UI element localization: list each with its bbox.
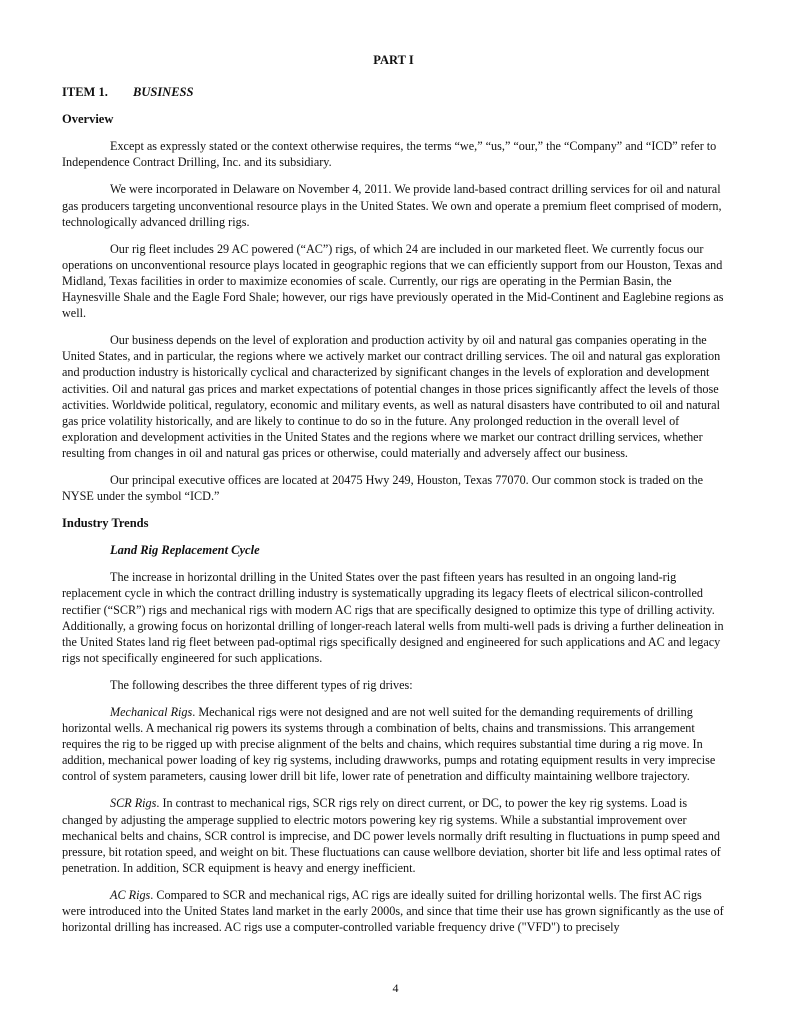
overview-heading: Overview xyxy=(62,112,114,127)
overview-paragraph-incorporation: We were incorporated in Delaware on November 4, 2011. We provide land-based contract drilling services for oil and natural gas producers targeting unconventional resource plays in the United States. We own and operate a premium fleet comprised of modern, technologically advanced drilling rigs. xyxy=(62,182,722,229)
rig-type-ac-lead: AC Rigs xyxy=(110,887,151,902)
item-heading xyxy=(62,84,725,100)
overview-paragraph-business-dependence: Our business depends on the level of exploration and production activity by oil and natural gas companies operating in the United States, and in particular, the regions where we actively market our contract drilling services. The oil and natural gas exploration and production industry is historically cyclical and characterized by significant changes in the levels of exploration and development activities. Oil and natural gas prices and market expectations of potential changes in those prices significantly affect the levels of those activities. Worldwide political, regulatory, economic and military events, as well as natural disasters have contributed to oil and natural gas price volatility historically, and are likely to continue to do so in the future. Any prolonged reduction in the overall level of exploration and development activities in the United States and the regions where we market our contract drilling services, whether resulting from changes in oil and natural gas prices or otherwise, could materially and adversely affect our business. xyxy=(62,333,721,460)
overview-paragraph-offices: Our principal executive offices are located at 20475 Hwy 249, Houston, Texas 77070. Our common stock is traded on the NYSE under the symbol “ICD.” xyxy=(62,472,704,504)
land-rig-replacement-heading: Land Rig Replacement Cycle xyxy=(110,543,260,558)
item-number: ITEM 1. xyxy=(62,85,108,100)
industry-trends-heading: Industry Trends xyxy=(62,516,149,531)
rig-type-mechanical xyxy=(62,704,725,784)
overview-paragraph-definitions: Except as expressly stated or the context otherwise requires, the terms “we,” “us,” “our,” the “Company” and “ICD” refer to Independence Contract Drilling, Inc. and its subsidiary. xyxy=(62,139,717,170)
rig-type-ac xyxy=(62,887,725,935)
industry-trends-paragraph-replacement-cycle: The increase in horizontal drilling in the United States over the past fifteen years has resulted in an ongoing land-rig replacement cycle in which the contract drilling industry is systematically upgrading its legacy fleets of electrical silicon-controlled rectifier (“SCR”) rigs and mechanical rigs with modern AC rigs that are specifically designed to optimize this type of drilling activity. Additionally, a growing focus on horizontal drilling of longer-reach lateral wells from multi-well pads is driving a further delineation in the United States land rig fleet between pad-optimal rigs specifically designed and engineered for such applications and AC and legacy rigs not specifically engineered for such applications. xyxy=(62,570,724,665)
rig-type-mechanical-text: . Mechanical rigs were not designed and are not well suited for the demanding requirements of drilling horizontal wells. A mechanical rig powers its systems through a combination of belts, chains and transmissions. This arrangement requires the rig to be rigged up with precise alignment of the belts and chains, which requires substantial time during a rig move. In addition, mechanical power loading of key rig systems, including drawworks, pumps and rotating equipment results in very imprecise control of system parameters, causing lower drill bit life, lower rate of penetration and difficulty maintaining wellbore trajectory. xyxy=(62,705,716,784)
rig-type-scr-text: . In contrast to mechanical rigs, SCR rigs rely on direct current, or DC, to power the key rig systems. Load is changed by adjusting the amperage supplied to electric motors powering key rig systems. While a substantial improvement over mechanical belts and chains, SCR control is imprecise, and DC power levels normally drift resulting in fluctuations in pump speed and pressure, bit rotation speed, and weight on bit. These fluctuations can cause wellbore deviation, shorter bit life and less optimal rates of penetration. In addition, SCR equipment is heavy and energy inefficient. xyxy=(62,796,721,875)
part-title: PART I xyxy=(373,53,414,67)
industry-trends-paragraph-rig-drives-intro: The following describes the three different types of rig drives: xyxy=(110,677,413,692)
rig-type-scr xyxy=(62,795,725,875)
rig-type-scr-lead: SCR Rigs xyxy=(110,796,157,811)
page-number: 4 xyxy=(392,981,399,995)
rig-type-ac-text: . Compared to SCR and mechanical rigs, AC rigs are ideally suited for drilling horizontal wells. The first AC rigs were introduced into the United States land market in the early 2000s, and since that time their use has grown significantly as the use of horizontal drilling has increased. AC rigs use a computer-controlled variable frequency drive ("VFD") to precisely xyxy=(62,887,724,935)
item-name: BUSINESS xyxy=(133,85,194,100)
overview-paragraph-rig-fleet: Our rig fleet includes 29 AC powered (“AC”) rigs, of which 24 are included in our marketed fleet. We currently focus our operations on unconventional resource plays located in geographic regions that we can efficiently support from our Houston, Texas and Midland, Texas facilities in order to maximize economies of scale. Currently, our rigs are operating in the Permian Basin, the Haynesville Shale and the Eagle Ford Shale; however, our rigs have previously operated in the Mid-Continent and Eaglebine regions as well. xyxy=(62,241,724,321)
rig-type-mechanical-lead: Mechanical Rigs xyxy=(110,705,193,719)
